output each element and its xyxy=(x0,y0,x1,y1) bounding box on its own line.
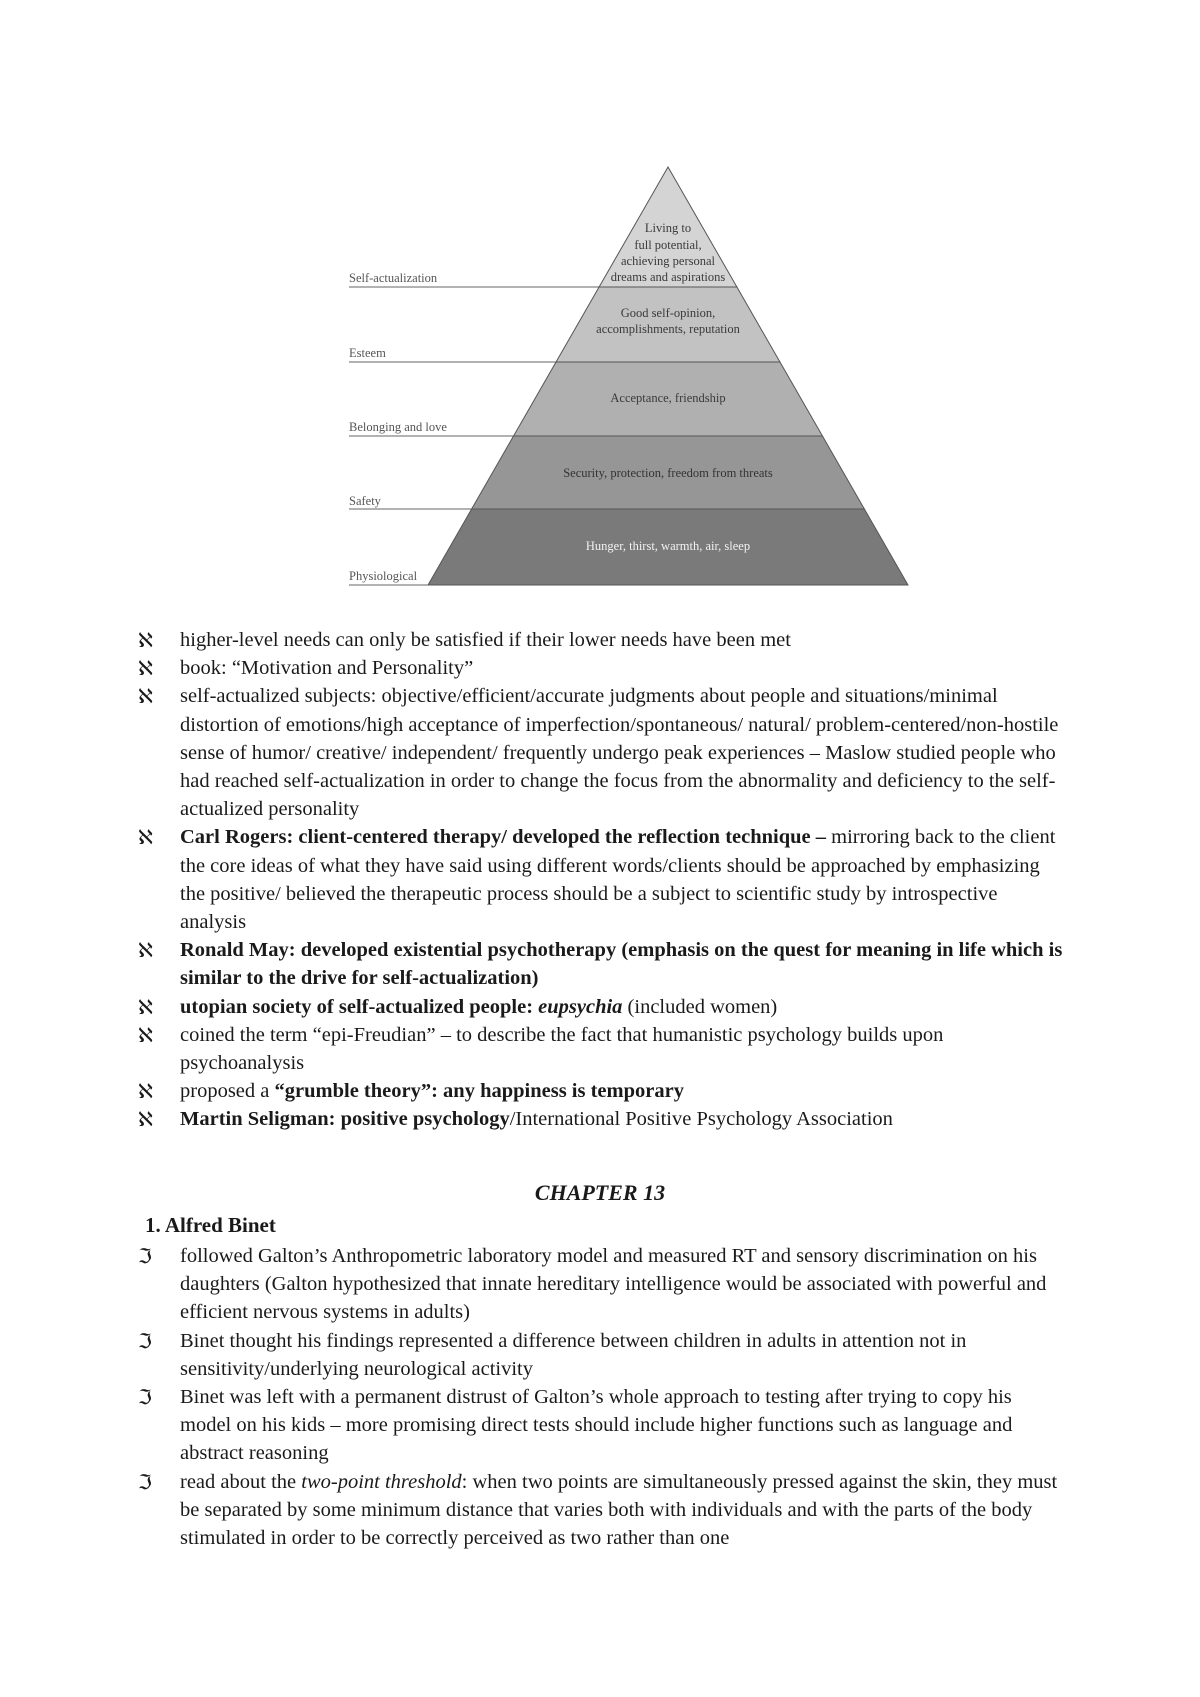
list-item xyxy=(138,993,1068,1021)
text-run: proposed a xyxy=(180,1080,275,1103)
list-item xyxy=(138,654,1068,682)
pyramid-level-label: Self-actualization xyxy=(349,271,438,285)
text-run: Carl Rogers: client-centered therapy/ developed the reflection technique – xyxy=(180,826,826,849)
bullet-icon: ℵ xyxy=(138,684,153,709)
text-run: two-point threshold xyxy=(301,1470,462,1493)
list-item xyxy=(138,936,1068,992)
bullet-icon: ℑ xyxy=(138,1469,152,1494)
bullet-icon: ℑ xyxy=(138,1244,152,1268)
list-item xyxy=(138,1021,1068,1077)
text-run: Binet thought his findings represented a difference between children in adults in attention not in sensitivity/underlying neurological activity xyxy=(180,1329,967,1380)
pyramid-level-label: Esteem xyxy=(349,346,386,360)
text-run: higher-level needs can only be satisfied if their lower needs have been met xyxy=(180,629,791,651)
pyramid-tier-description: Living to xyxy=(644,221,692,235)
text-run: book: “Motivation and Personality” xyxy=(180,657,474,680)
text-run: “grumble theory”: any happiness is temporary xyxy=(274,1080,684,1103)
text-run: utopian society of self-actualized people: xyxy=(180,995,539,1018)
text-run: /International Positive Psychology Association xyxy=(509,1108,893,1131)
maslow-pyramid-diagram xyxy=(0,0,1200,600)
binet-notes xyxy=(138,1242,1068,1552)
list-item xyxy=(138,1077,1068,1105)
chapter-title: CHAPTER 13 xyxy=(534,1180,666,1205)
list-item xyxy=(138,1105,1068,1133)
bullet-icon: ℑ xyxy=(138,1385,152,1410)
text-run: read about the xyxy=(180,1470,302,1493)
text-run: coined the term “epi-Freudian” – to describe the fact that humanistic psychology builds upon psychoanalysis xyxy=(180,1023,944,1075)
list-item xyxy=(138,626,1068,654)
bullet-icon: ℵ xyxy=(138,656,153,681)
text-run: (included women) xyxy=(622,995,778,1018)
bullet-icon: ℵ xyxy=(138,825,153,850)
list-item xyxy=(138,1383,1068,1468)
bullet-icon: ℑ xyxy=(138,1328,152,1353)
list-item xyxy=(138,1327,1068,1383)
text-run: mirroring back to the client the core ideas of what they have said using different words/clients should be approached by emphasizing the positive/ believed the therapeutic process should be a subject to scientific study by introspective analysis xyxy=(180,826,1056,934)
text-run: eupsychia xyxy=(538,995,623,1018)
pyramid-level-label: Physiological xyxy=(349,569,418,583)
list-item xyxy=(138,682,1068,823)
maslow-bullet-list xyxy=(138,626,1068,1134)
text-run: Binet was left with a permanent distrust of Galton’s whole approach to testing after trying to copy his model on his kids – more promising direct tests should include higher functions such as language and abstract reasoning xyxy=(180,1386,1013,1465)
pyramid-tier-description: accomplishments, reputation xyxy=(596,322,740,336)
binet-bullet-list xyxy=(138,1242,1068,1552)
list-item xyxy=(138,1242,1068,1327)
pyramid-tier-description: full potential, xyxy=(634,238,702,252)
list-item xyxy=(138,823,1068,936)
maslow-notes xyxy=(138,626,1068,1134)
text-run: self-actualized subjects: objective/efficient/accurate judgments about people and situations/minimal distortion of emotions/high acceptance of imperfection/spontaneous/ natural/ problem-centered/non-hostile sense of humor/ creative/ independent/ frequently undergo peak experiences – Maslow studied people who had reached self-actualization in order to change the focus from the abnormality and deficiency to the self-actualized personality xyxy=(180,685,1059,821)
pyramid-tier-description: dreams and aspirations xyxy=(610,270,726,284)
text-run: followed Galton’s Anthropometric laboratory model and measured RT and sensory discrimination on his daughters (Galton hypothesized that innate hereditary intelligence would be associated with powerful and efficient nervous systems in adults) xyxy=(180,1245,1047,1324)
list-item xyxy=(138,1468,1068,1553)
bullet-icon: ℵ xyxy=(138,994,153,1019)
section-heading: 1. Alfred Binet xyxy=(145,1213,276,1237)
pyramid-tier-description: Good self-opinion, xyxy=(620,306,716,320)
bullet-icon: ℵ xyxy=(138,1022,153,1047)
pyramid-tier-description: Acceptance, friendship xyxy=(610,391,726,405)
pyramid-tier-description: Security, protection, freedom from threats xyxy=(563,466,773,480)
bullet-icon: ℵ xyxy=(138,1107,153,1132)
bullet-icon: ℵ xyxy=(138,938,153,963)
pyramid-level-label: Safety xyxy=(349,494,381,508)
text-run: : when two points are simultaneously pressed against the skin, they must be separated by some minimum distance that varies both with individuals and with the parts of the body stimulated in order to be correctly perceived as two rather than one xyxy=(180,1470,1058,1550)
text-run: Martin Seligman: positive psychology xyxy=(180,1108,510,1131)
bullet-icon: ℵ xyxy=(138,1079,153,1104)
pyramid-tier-description: Hunger, thirst, warmth, air, sleep xyxy=(585,539,751,553)
bullet-icon: ℵ xyxy=(138,628,153,652)
pyramid-level-label: Belonging and love xyxy=(349,420,447,434)
pyramid-tier-description: achieving personal xyxy=(620,254,716,268)
text-run: Ronald May: developed existential psychotherapy (emphasis on the quest for meaning in life which is similar to the drive for self-actualization) xyxy=(180,939,1063,990)
